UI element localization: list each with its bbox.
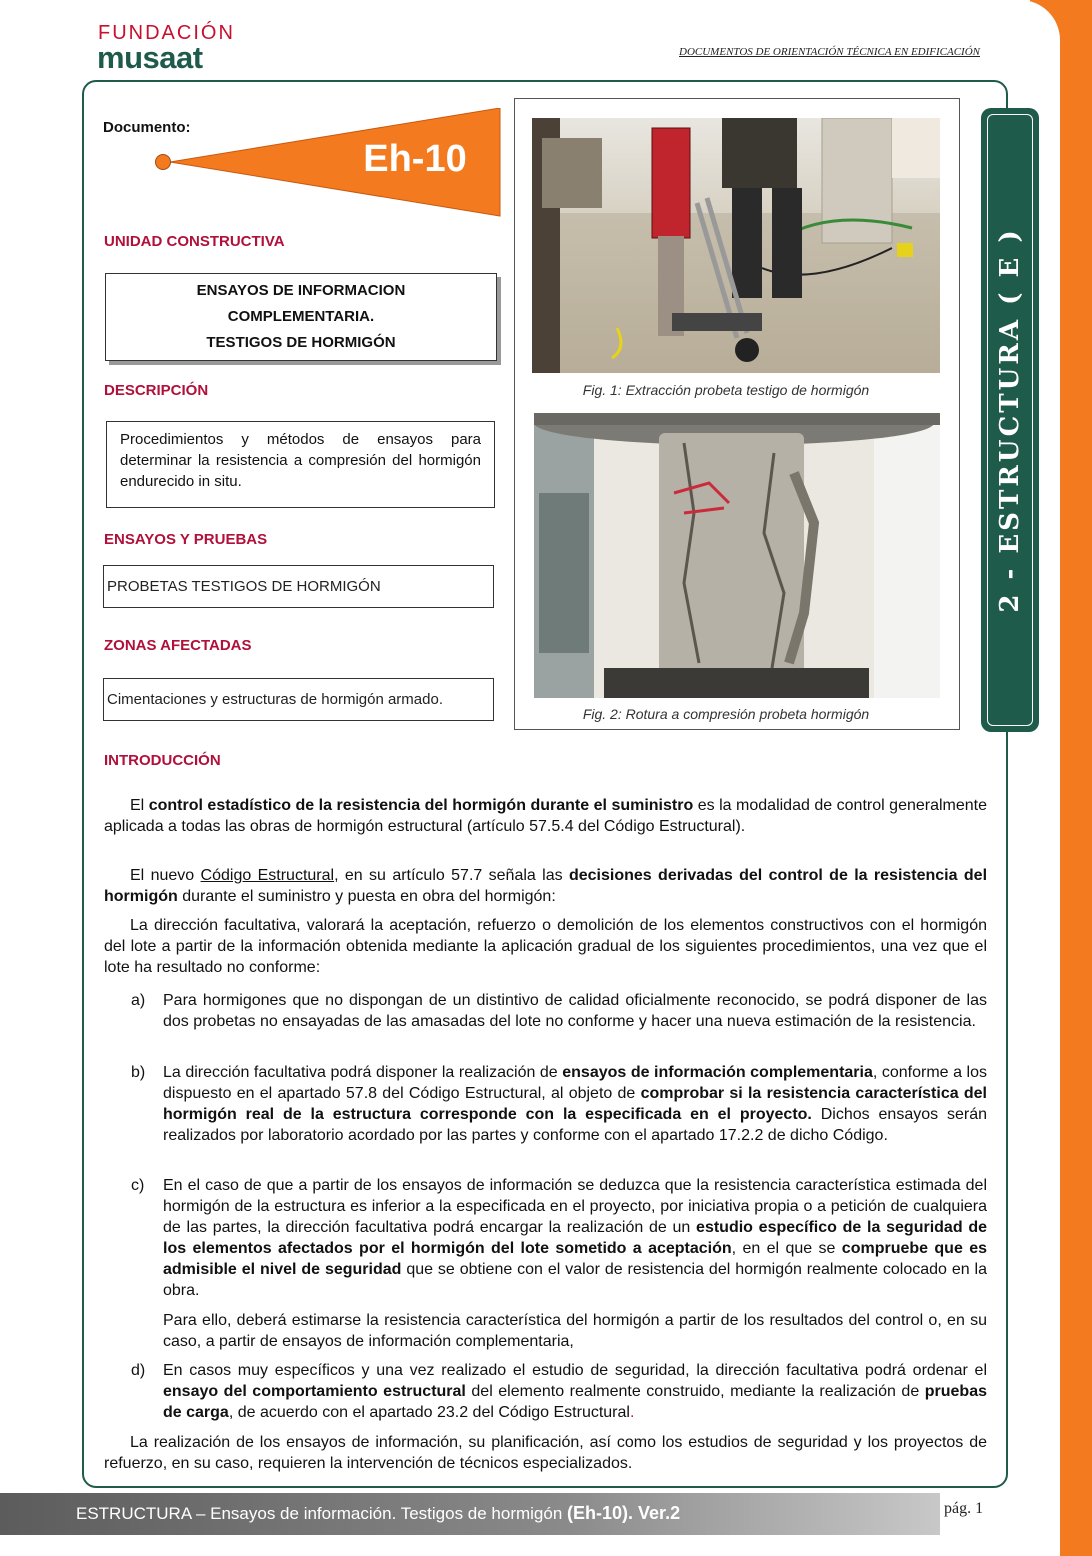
figure-2-caption: Fig. 2: Rotura a compresión probeta hormigón: [582, 706, 870, 722]
logo-fundacion: FUNDACIÓN: [98, 22, 235, 44]
pennant-dot-icon: [155, 154, 171, 170]
chapter-tab-label: 2 - ESTRUCTURA ( E ): [995, 227, 1025, 613]
logo-musaat: musaat: [97, 40, 203, 75]
list-item-d: d) En casos muy específicos y una vez realizado el estudio de seguridad, la dirección facultativa podrá ordenar el ensayo del comportamiento estructural del elemento realmente construido, mediante la realización de pruebas de carga, de acuerdo con el apartado 23.2 del Código Estructural.: [131, 1362, 987, 1421]
unidad-title-line: ENSAYOS DE INFORMACION: [196, 282, 406, 299]
introduccion-heading: INTRODUCCIÓN: [104, 752, 221, 769]
zonas-heading: ZONAS AFECTADAS: [104, 637, 252, 654]
zonas-box: Cimentaciones y estructuras de hormigón armado.: [103, 678, 494, 721]
list-item-c-continued: Para ello, deberá estimarse la resistencia característica del hormigón a partir de los resultados del control o, en su caso, a partir de ensayos de información complementaria,: [163, 1312, 987, 1350]
intro-paragraph-3: La dirección facultativa, valorará la aceptación, refuerzo o demolición de los elementos constructivos con el hormigón del lote a partir de la información obtenida mediante la aplicación gradual de los siguientes procedimientos, una vez que el lote ha resultado no conforme:: [104, 917, 987, 976]
unidad-title-line: COMPLEMENTARIA.: [227, 308, 375, 325]
descripcion-box: Procedimientos y métodos de ensayos para determinar la resistencia a compresión del hormigón endurecido in situ.: [106, 421, 495, 508]
list-item-c: c) En el caso de que a partir de los ensayos de información se deduzca que la resistencia característica estimada del hormigón de la estructura es inferior a la especificada en el proyecto, por iniciativa propia o a petición de cualquiera de las partes, la dirección facultativa podrá encargar la realización de un estudio específico de la seguridad de los elementos afectados por el hormigón del lote sometido a aceptación, en el que se compruebe que es admisible el nivel de seguridad que se obtiene con el valor de resistencia del hormigón realmente colocado en la obra.: [131, 1177, 988, 1299]
intro-paragraph-1: El control estadístico de la resistencia del hormigón durante el suministro es la modalidad de control generalmente aplicada a todas las obras de hormigón estructural (artículo 57.5.4 del Código Estructural).: [104, 797, 988, 835]
codigo-estructural-link[interactable]: Código Estructural: [200, 867, 335, 884]
document-label: Documento:: [103, 119, 191, 136]
intro-paragraph-2: El nuevo Código Estructural, en su artículo 57.7 señala las decisiones derivadas del control de la resistencia del hormigón durante el suministro y puesta en obra del hormigón:: [104, 867, 988, 905]
document-code: Eh-10: [363, 138, 467, 180]
list-item-a: a) Para hormigones que no dispongan de un distintivo de calidad oficialmente reconocido, se podrá disponer de las dos probetas no ensayadas de las amasadas del lote no conforme y hacer una nueva estimación de la resistencia.: [131, 992, 987, 1030]
descripcion-heading: DESCRIPCIÓN: [104, 382, 209, 399]
figure-1-photo: [532, 118, 940, 373]
unidad-title-box: [105, 273, 497, 361]
ensayos-heading: ENSAYOS Y PRUEBAS: [104, 531, 268, 548]
page-number: pág. 1: [944, 1500, 984, 1517]
series-title: DOCUMENTOS DE ORIENTACIÓN TÉCNICA EN EDIFICACIÓN: [679, 46, 980, 58]
figure-1-caption: Fig. 1: Extracción probeta testigo de hormigón: [582, 382, 870, 398]
unidad-heading: UNIDAD CONSTRUCTIVA: [104, 233, 285, 250]
unidad-title-line: TESTIGOS DE HORMIGÓN: [206, 334, 396, 351]
list-item-b: b) La dirección facultativa podrá disponer la realización de ensayos de información complementaria, conforme a los dispuesto en el apartado 57.8 del Código Estructural, al objeto de comprobar si la resistencia característica del hormigón real de la estructura corresponde con la especificada en el proyecto. Dichos ensayos serán realizados por laboratorio acordado por las partes y conforme con el apartado 17.2.2 de dicho Código.: [131, 1064, 988, 1144]
intro-paragraph-last: La realización de los ensayos de información, su planificación, así como los estudios de seguridad y los proyectos de refuerzo, en su caso, requieren la intervención de técnicos especializados.: [104, 1434, 987, 1472]
ensayos-box: PROBETAS TESTIGOS DE HORMIGÓN: [103, 565, 494, 608]
footer-title: ESTRUCTURA – Ensayos de información. Testigos de hormigón (Eh-10). Ver.2: [76, 1503, 681, 1523]
figure-2-photo: [534, 413, 940, 698]
